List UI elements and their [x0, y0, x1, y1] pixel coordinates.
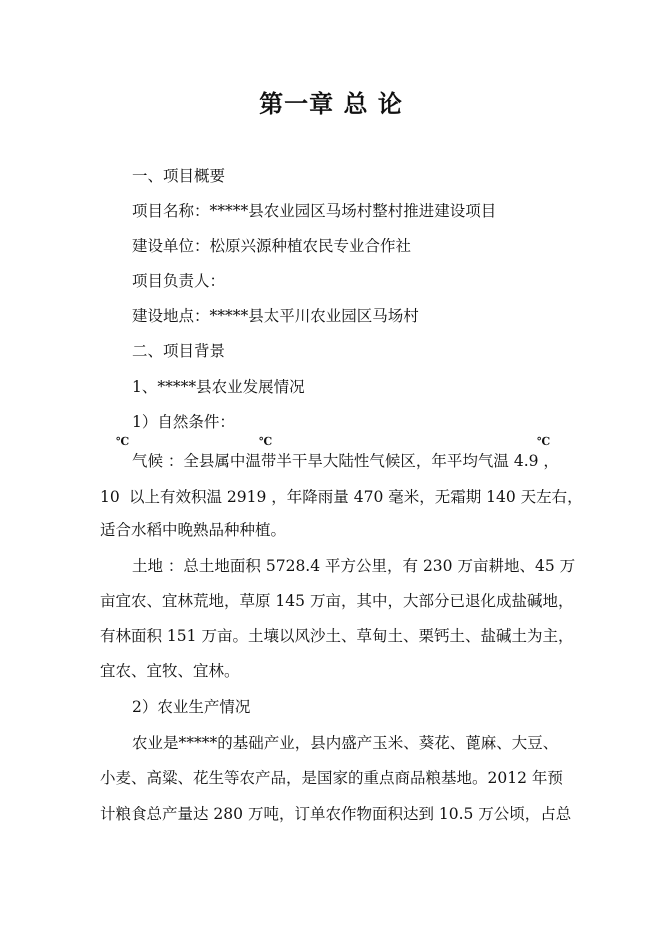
land-line-4: 宜农、宜牧、宜林。	[100, 662, 240, 680]
degree-symbol-2: ℃	[259, 435, 273, 448]
climate-line-2-number: 10	[100, 488, 120, 506]
degree-symbol-1: ℃	[116, 435, 130, 448]
builder-line: 建设单位：松原兴源种植农民专业合作社	[132, 237, 412, 255]
climate-line-3: 适合水稻中晚熟品种种植。	[100, 521, 287, 539]
chapter-title: 第一章 总 论	[259, 89, 403, 118]
climate-line-1: 气候 ：全县属中温带半干旱大陆性气候区，年平均气温 4.9 ，	[132, 452, 559, 470]
land-line-1: 土地 ：总土地面积 5728.4 平方公里，有 230 万亩耕地、45 万	[132, 557, 576, 575]
subsection-natural-conditions: 1）自然条件：	[132, 413, 235, 431]
leader-line: 项目负责人：	[132, 272, 226, 290]
subsection-agri-development: 1、*****县农业发展情况	[132, 378, 305, 396]
agriculture-line-1: 农业是*****的基础产业，县内盛产玉米、葵花、蓖麻、大豆、	[132, 734, 559, 752]
degree-symbol-3: ℃	[537, 435, 551, 448]
project-name-line: 项目名称：*****县农业园区马场村整村推进建设项目	[132, 202, 497, 220]
land-line-2: 亩宜农、宜林荒地，草原 145 万亩，其中，大部分已退化成盐碱地，	[100, 592, 574, 610]
subsection-agri-production: 2）农业生产情况	[132, 698, 251, 716]
land-line-3: 有林面积 151 万亩。土壤以风沙土、草甸土、栗钙土、盐碱土为主，	[100, 627, 574, 645]
section-heading-background: 二、项目背景	[132, 342, 226, 360]
location-line: 建设地点：*****县太平川农业园区马场村	[132, 307, 419, 325]
agriculture-line-3: 计粮食总产量达 280 万吨，订单农作物面积达到 10.5 万公顷，占总	[100, 805, 572, 823]
agriculture-line-2: 小麦、高粱、花生等农产品，是国家的重点商品粮基地。2012 年预	[100, 769, 563, 787]
climate-line-2	[100, 487, 583, 507]
climate-line-2-text: 以上有效积温 2919 ，年降雨量 470 毫米，无霜期 140 天左右，	[129, 488, 583, 506]
section-heading-overview: 一、项目概要	[132, 167, 226, 185]
